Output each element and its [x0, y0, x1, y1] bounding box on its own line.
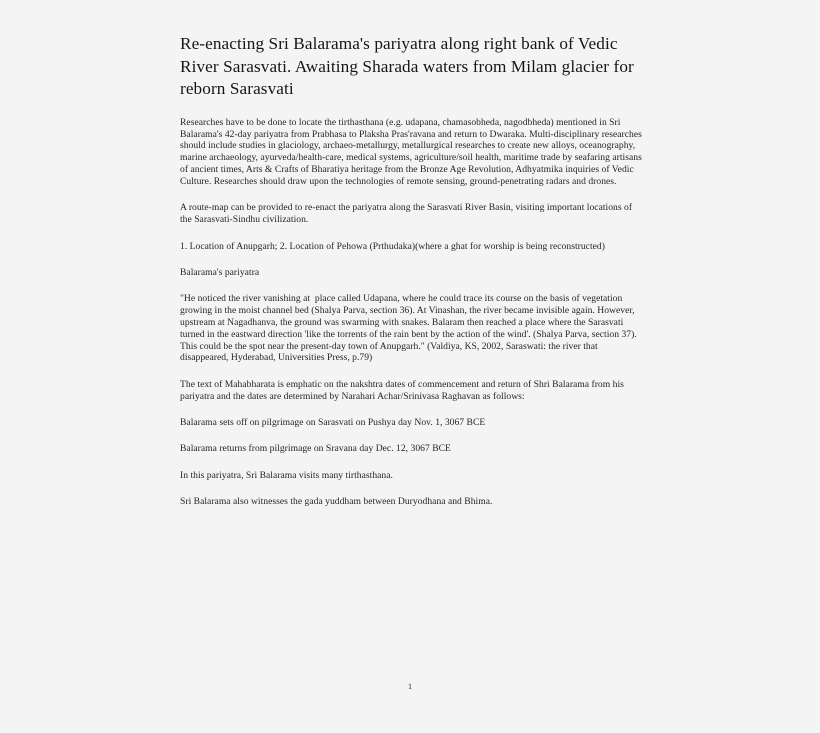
paragraph-return-date: Balarama returns from pilgrimage on Sravana day Dec. 12, 3067 BCE: [180, 443, 451, 455]
section-heading-balarama-pariyatra: Balarama's pariyatra: [180, 266, 260, 278]
paragraph-tirthasthana-visits: In this pariyatra, Sri Balarama visits many tirthasthana.: [180, 469, 393, 481]
page-number: 1: [407, 681, 413, 691]
page-title: Re-enacting Sri Balarama's pariyatra along right bank of Vedic River Sarasvati. Awaiting Sharada waters from Milam glacier for reborn Sarasvati: [180, 34, 634, 99]
paragraph-departure-date: Balarama sets off on pilgrimage on Sarasvati on Pushya day Nov. 1, 3067 BCE: [180, 416, 486, 428]
document-content: [180, 33, 645, 522]
paragraph-locations: 1. Location of Anupgarh; 2. Location of Pehowa (Prthudaka)(where a ghat for worship is being reconstructed): [180, 240, 605, 252]
paragraph-route-map: A route-map can be provided to re-enact the pariyatra along the Sarasvati River Basin, visiting important locations of the Sarasvati-Sindhu civilization.: [180, 202, 635, 226]
paragraph-researches: Researches have to be done to locate the tirthasthana (e.g. udapana, chamasobheda, nagodbheda) mentioned in Sri Balarama's 42-day pariyatra from Prabhasa to Plaksha Pras'ravana and return to Dwaraka. Multi-disciplinary researches should include studies in glaciology, archaeo-metallurgy, metallurgical researches to create new alloys, oceanography, marine archaeology, ayurveda/health-care, medical systems, agriculture/soil health, maritime trade by seafaring artisans of ancient times, Arts & Crafts of Bharatiya heritage from the Bronze Age Revolution, Adhyatmika inquiries of Vedic Culture. Researches should draw upon the technologies of remote sensing, ground-penetrating radars and drones.: [180, 116, 645, 187]
paragraph-mahabharata-text: The text of Mahabharata is emphatic on the nakshtra dates of commencement and return of Shri Balarama from his pariyatra and the dates are determined by Narahari Achar/Srinivasa Raghavan as follows:: [180, 378, 627, 402]
paragraph-gada-yuddham: Sri Balarama also witnesses the gada yuddham between Duryodhana and Bhima.: [180, 496, 493, 507]
paragraph-quotation: "He noticed the river vanishing at place called Udapana, where he could trace its course on the basis of vegetation growing in the moist channel bed (Shalya Parva, section 36). At Vinashan, the river became invisible again. However, upstream at Nagadhanva, the ground was swarming with snakes. Balaram then reached a place where the Sarasvati turned in the eastward direction 'like the torrents of the rain bent by the action of the wind'. (Shalya Parva, section 37). This could be the spot near the present-day town of Anupgarh." (Valdiya, KS, 2002, Saraswati: the river that disappeared, Hyderabad, Universities Press, p.79): [180, 293, 639, 364]
